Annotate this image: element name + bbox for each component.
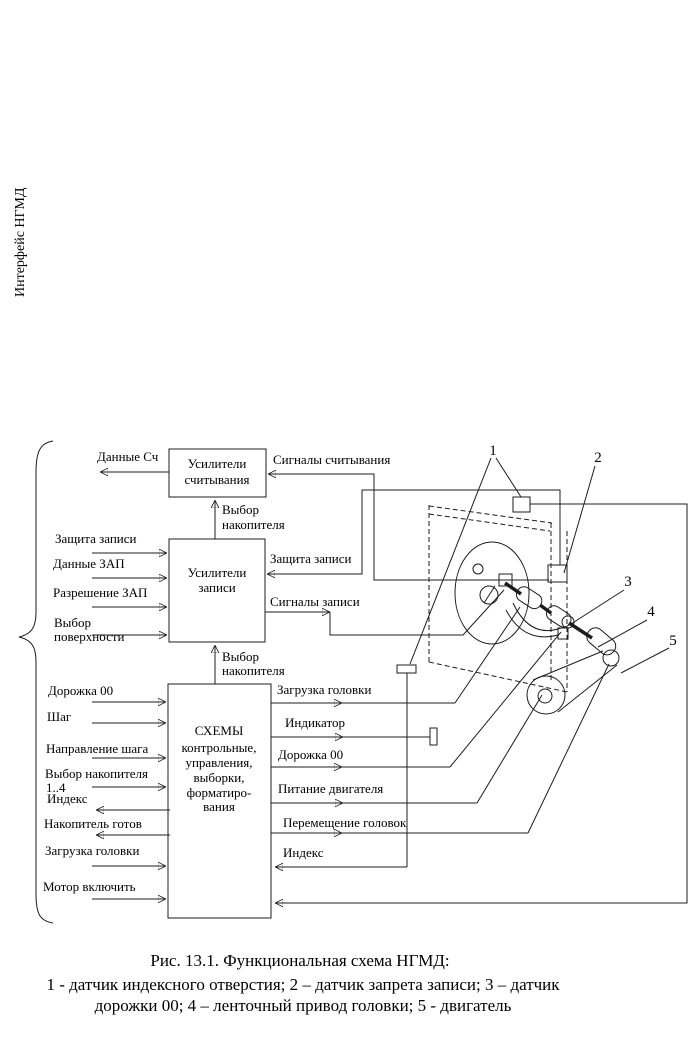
head-rod-2 — [540, 605, 551, 613]
band-drive-roller — [603, 650, 619, 666]
drive-ready-label: Накопитель готов — [44, 816, 142, 831]
drive-select-label-1: Выбор накопителя — [45, 766, 148, 781]
head-load-diagonal — [455, 607, 520, 703]
control-schemes-label-2: контрольные, — [181, 740, 257, 755]
surface-select-label-1: Выбор — [54, 615, 92, 630]
indicator-label: Индикатор — [285, 715, 345, 730]
data-read-label: Данные Сч — [97, 449, 159, 464]
head-load-right-label: Загрузка головки — [277, 682, 372, 697]
disk-hub-slash — [484, 586, 495, 603]
control-schemes-label-5: форматиро- — [186, 785, 252, 800]
track00-diagonal — [450, 632, 561, 767]
motor-pulley-hub — [538, 689, 552, 703]
envelope-top-edge-1 — [429, 506, 552, 523]
caption-legend-2: дорожки 00; 4 – ленточный привод головки; 5 - двигатель — [94, 996, 512, 1015]
write-amplifiers-label-1: Усилители — [187, 565, 247, 580]
belt-lower — [558, 665, 617, 712]
control-schemes-label-6: вания — [203, 799, 235, 814]
head-rod-3 — [569, 623, 592, 638]
callout-3: 3 — [624, 574, 632, 590]
caption-legend-1: 1 - датчик индексного отверстия; 2 – датчик запрета записи; 3 – датчик — [46, 975, 560, 994]
callout-5: 5 — [669, 633, 677, 649]
surface-select-label-2: поверхности — [54, 629, 125, 644]
callout-5-leader — [621, 648, 669, 673]
write-protect-right-label: Защита записи — [270, 551, 352, 566]
interface-vertical-label: Интерфейс НГМД — [13, 187, 28, 297]
track00-right-label: Дорожка 00 — [278, 747, 344, 762]
drive-select-top-label-2: накопителя — [222, 517, 285, 532]
motor-power-diagonal — [477, 695, 542, 803]
head-move-diagonal — [528, 664, 609, 833]
callout-4: 4 — [647, 604, 655, 620]
drive-select-top-label-1: Выбор — [222, 502, 260, 517]
drive-select-bottom-label-1: Выбор — [222, 649, 260, 664]
indicator-led — [430, 728, 437, 745]
write-protect-left-label: Защита записи — [55, 531, 137, 546]
drive-select-label-2: 1..4 — [46, 780, 66, 795]
write-signals-label: Сигналы записи — [270, 594, 360, 609]
read-amplifiers-label-1: Усилители — [187, 456, 247, 471]
callout-2: 2 — [594, 450, 602, 466]
envelope-bottom-edge — [429, 662, 567, 692]
write-enable-label: Разрешение ЗАП — [53, 585, 148, 600]
callout-1-leader-b — [410, 458, 491, 664]
callout-3-leader — [571, 590, 624, 624]
step-direction-label: Направление шага — [46, 741, 149, 756]
index-photosensor — [513, 497, 530, 512]
caption-title: Рис. 13.1. Функциональная схема НГМД: — [150, 951, 450, 970]
motor-on-label: Мотор включить — [43, 879, 136, 894]
track00-left-label: Дорожка 00 — [48, 683, 114, 698]
head-move-label: Перемещение головок — [283, 815, 407, 830]
motor-pulley — [527, 676, 565, 714]
index-sensor-emitter — [397, 665, 416, 673]
data-write-label: Данные ЗАП — [53, 556, 125, 571]
read-signals-label: Сигналы считывания — [273, 452, 391, 467]
callout-1: 1 — [489, 443, 497, 459]
envelope-top-edge-2 — [429, 514, 550, 531]
index-hole — [473, 564, 483, 574]
control-schemes-label-4: выборки, — [193, 770, 245, 785]
index-right-label: Индекс — [283, 845, 324, 860]
control-schemes-label-3: управления, — [185, 755, 253, 770]
write-amplifiers-label-2: записи — [198, 580, 236, 595]
band-drive-cylinder — [584, 625, 619, 659]
head-load-left-label: Загрузка головки — [45, 843, 140, 858]
callout-2-leader — [564, 466, 595, 573]
index-left-label: Индекс — [47, 791, 88, 806]
control-schemes-label-1: СХЕМЫ — [194, 723, 244, 738]
callout-1-leader-a — [496, 458, 521, 497]
motor-power-label: Питание двигателя — [278, 781, 384, 796]
read-amplifiers-label-2: считывания — [184, 472, 250, 487]
step-label: Шаг — [47, 709, 72, 724]
belt-upper — [533, 651, 603, 680]
drive-select-bottom-label-2: накопителя — [222, 663, 285, 678]
